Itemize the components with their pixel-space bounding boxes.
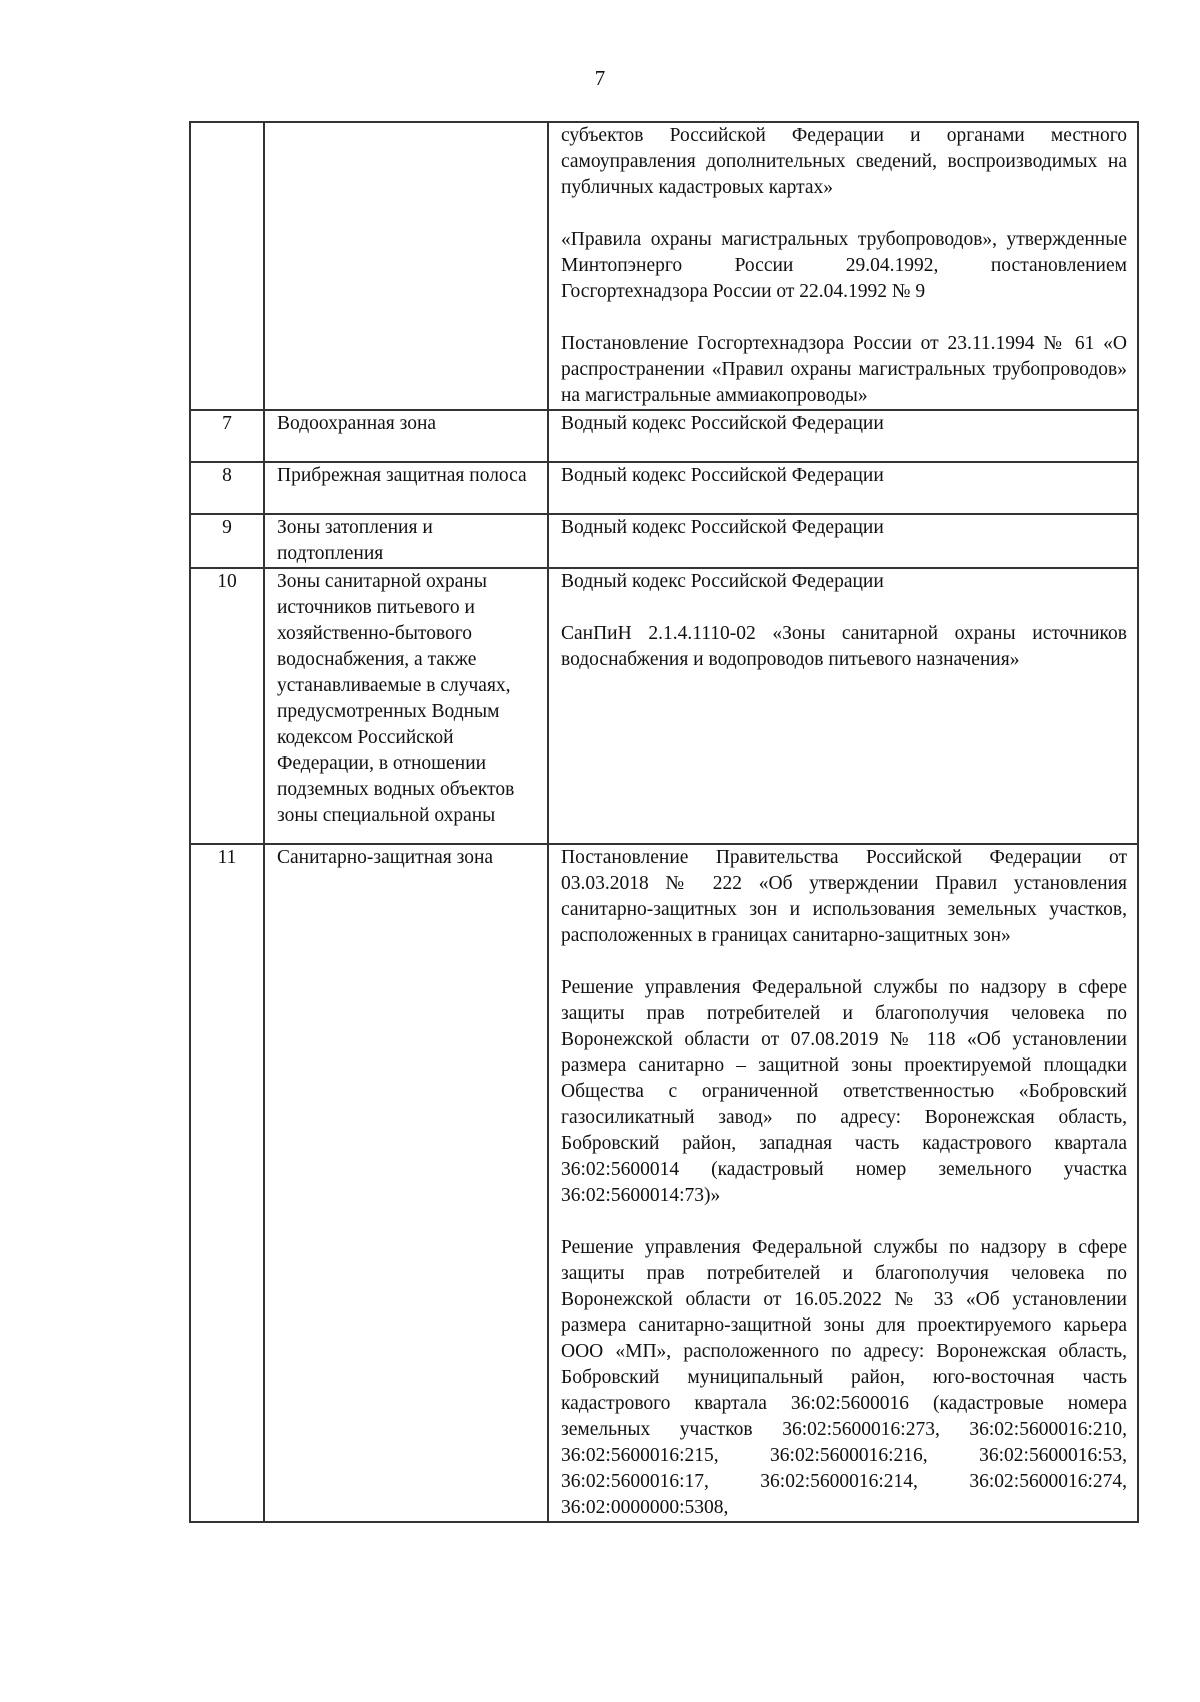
row-number: 9: [190, 514, 264, 568]
legal-basis: [548, 122, 1138, 410]
row-number: [190, 122, 264, 410]
table-row: [190, 568, 1138, 844]
zone-name: Водоохранная зона: [264, 410, 548, 462]
legal-basis: [548, 410, 1138, 462]
legal-document: Решение управления Федеральной службы по надзору в сфере защиты прав потребителей и благополучия человека по Воронежской области от 07.08.2019 № 118 «Об установлении размера санитарно – защитной зоны проектируемой площадки Общества с ограниченной ответственностью «Бобровский газосиликатный завод» по адресу: Воронежская область, Бобровский район, западная часть кадастрового квартала 36:02:5600014 (кадастровый номер земельного участка 36:02:5600014:73)»: [561, 977, 1127, 1206]
table-row: [190, 122, 1138, 410]
legal-document: Постановление Правительства Российской Федерации от 03.03.2018 № 222 «Об утверждении Правил установления санитарно-защитных зон и использования земельных участков, расположенных в границах санитарно-защитных зон»: [561, 847, 1127, 946]
legal-basis: [548, 514, 1138, 568]
zone-name: Санитарно-защитная зона: [264, 844, 548, 1522]
table-row: [190, 462, 1138, 514]
legal-document: Постановление Госгортехнадзора России от 23.11.1994 № 61 «О распространении «Правил охраны магистральных трубопроводов» на магистральные аммиакопроводы»: [561, 333, 1127, 406]
zones-table: [189, 121, 1139, 1523]
legal-document: субъектов Российской Федерации и органами местного самоуправления дополнительных сведений, воспроизводимых на публичных кадастровых картах»: [561, 125, 1127, 198]
legal-document: Водный кодекс Российской Федерации: [561, 465, 884, 486]
row-number: 7: [190, 410, 264, 462]
legal-basis: [548, 462, 1138, 514]
zone-name: [264, 122, 548, 410]
row-number: 10: [190, 568, 264, 844]
table-row: [190, 514, 1138, 568]
legal-document: Водный кодекс Российской Федерации: [561, 517, 884, 538]
zone-name: Прибрежная защитная полоса: [264, 462, 548, 514]
zone-name: Зоны затопления и подтопления: [264, 514, 548, 568]
legal-document: Водный кодекс Российской Федерации: [561, 571, 884, 592]
row-number: 8: [190, 462, 264, 514]
legal-basis: [548, 844, 1138, 1522]
legal-document: Решение управления Федеральной службы по надзору в сфере защиты прав потребителей и благополучия человека по Воронежской области от 16.05.2022 № 33 «Об установлении размера санитарно-защитной зоны для проектируемого карьера ООО «МП», расположенного по адресу: Воронежская область, Бобровский муниципальный район, юго-восточная часть кадастрового квартала 36:02:5600016 (кадастровые номера земельных участков 36:02:5600016:273, 36:02:5600016:210, 36:02:5600016:215, 36:02:5600016:216, 36:02:5600016:53, 36:02:5600016:17, 36:02:5600016:214, 36:02:5600016:274, 36:02:0000000:5308,: [561, 1237, 1127, 1518]
legal-document: «Правила охраны магистральных трубопроводов», утвержденные Минтопэнерго России 29.04.1992, постановлением Госгортехнадзора России от 22.04.1992 № 9: [561, 229, 1127, 302]
legal-document: Водный кодекс Российской Федерации: [561, 413, 884, 434]
legal-document: СанПиН 2.1.4.1110-02 «Зоны санитарной охраны источников водоснабжения и водопроводов питьевого назначения»: [561, 623, 1127, 670]
zone-name: Зоны санитарной охраны источников питьевого и хозяйственно-бытового водоснабжения, а также устанавливаемые в случаях, предусмотренных Водным кодексом Российской Федерации, в отношении подземных водных объектов зоны специальной охраны: [264, 568, 548, 844]
table-row: [190, 844, 1138, 1522]
table-row: [190, 410, 1138, 462]
legal-basis: [548, 568, 1138, 844]
page-number: 7: [594, 66, 606, 90]
row-number: 11: [190, 844, 264, 1522]
